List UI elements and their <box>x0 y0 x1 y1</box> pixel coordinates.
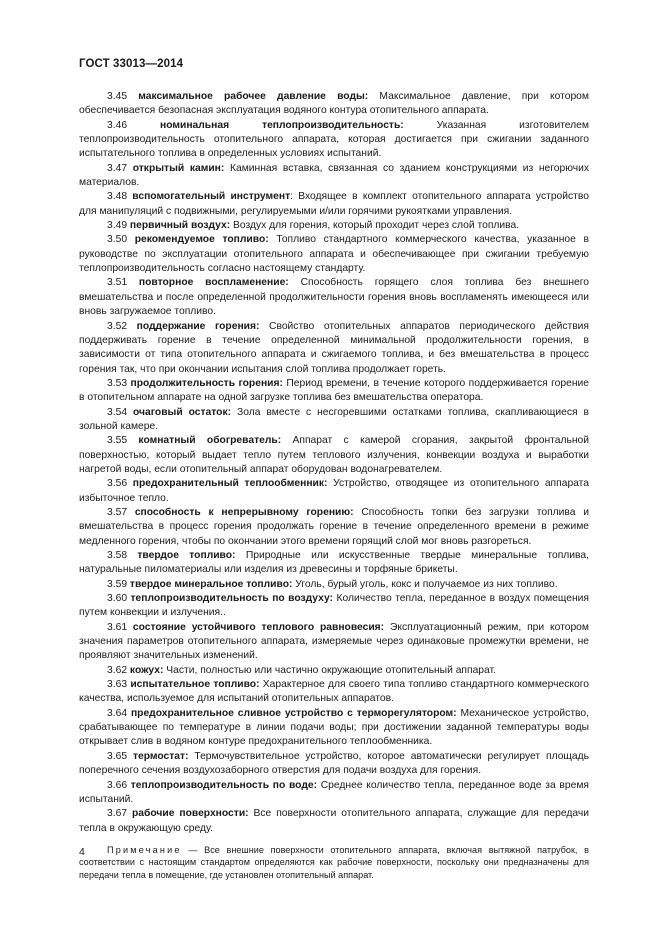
entry-definition: Способность горящего слоя топлива без внешнего вмешательства и после определенной продолжительности горения вновь воспламенять имеющееся или вновь загружаемое топливо. <box>79 277 589 318</box>
entry-number: 3.61 <box>107 621 128 633</box>
entry-definition: Способность топки без загрузки топлива и вмешательства в процесс горения продолжать горение в течение определенного времени в режиме медленного горения, чтобы по окончании этого времени горящий слой мог вновь разгореться. <box>79 506 589 547</box>
definition-entry <box>79 592 589 621</box>
entry-term: комнатный обогреватель: <box>138 435 282 447</box>
entry-definition: Указанная изготовителем теплопроизводительность отопительного аппарата, которая достигается при сжигании заданного испытательного топлива в определенных условиях испытаний. <box>79 119 589 160</box>
entry-number: 3.52 <box>107 320 128 332</box>
standard-header: ГОСТ 33013—2014 <box>79 58 184 70</box>
entry-number: 3.45 <box>107 91 128 102</box>
entry-term: теплопроизводительность по воздуху: <box>130 593 334 605</box>
entry-definition: : Входящее в комплект отопительного аппарата устройство для манипуляций с подвижными, регулируемыми и/или горячими рукоятками управления. <box>79 191 589 217</box>
document-body <box>79 90 589 882</box>
definition-entry <box>79 664 589 678</box>
entry-number: 3.54 <box>107 406 128 418</box>
definition-entry <box>79 707 589 750</box>
entry-number: 3.49 <box>107 220 128 232</box>
entry-number: 3.51 <box>107 277 128 289</box>
entry-term: твердое минеральное топливо: <box>129 578 293 590</box>
entry-number: 3.56 <box>107 478 128 490</box>
definition-entry <box>79 807 589 836</box>
entry-term: предохранительное сливное устройство с терморегулятором: <box>130 707 457 719</box>
definition-entry <box>79 549 589 578</box>
definition-entry <box>79 90 589 119</box>
definition-entry <box>79 276 589 319</box>
entry-number: 3.58 <box>107 550 128 561</box>
entry-definition: Максимальное давление, при котором обеспечивается безопасная эксплуатация водяного контура отопительного аппарата. <box>79 91 589 117</box>
entry-number: 3.53 <box>107 377 128 389</box>
entry-number: 3.48 <box>107 191 128 203</box>
entry-number: 3.60 <box>107 593 128 605</box>
entry-definition: Характерное для своего типа топливо стандартного коммерческого качества, используемое для испытаний отопительных аппаратов. <box>79 679 589 705</box>
entry-term: открытый камин: <box>132 162 225 174</box>
entry-term: кожух: <box>129 664 164 676</box>
entry-definition: Термочувствительное устройство, которое автоматически регулирует площадь поперечного сечения воздухозаборного отверстия для подачи воздуха для горения. <box>79 750 589 777</box>
definition-entry <box>79 621 589 664</box>
entry-term: теплопроизводительность по воде: <box>130 779 318 791</box>
definition-entry <box>79 477 589 506</box>
entry-number: 3.63 <box>107 679 128 691</box>
entry-term: испытательное топливо: <box>130 679 260 691</box>
entry-definition: Зола вместе с несгоревшими остатками топлива, скапливающиеся в зольной камере. <box>79 406 589 432</box>
entry-term: очаговый остаток: <box>133 406 232 418</box>
entry-number: 3.65 <box>107 750 128 762</box>
entry-number: 3.47 <box>107 162 128 174</box>
definition-entry <box>79 578 589 592</box>
entry-number: 3.50 <box>107 234 128 246</box>
entry-definition: Воздух для горения, который проходит через слой топлива. <box>230 220 520 232</box>
entry-term: предохранительный теплообменник: <box>132 478 328 490</box>
entry-number: 3.46 <box>107 119 128 131</box>
entry-definition: Среднее количество тепла, переданное воде за время испытаний. <box>79 779 589 805</box>
definition-entry <box>79 434 589 477</box>
entry-definition: Эксплуатационный режим, при котором значения параметров отопительного аппарата, измеряемые через одинаковые промежутки времени, не проявляют значительных изменений. <box>79 621 589 662</box>
note <box>79 844 589 882</box>
entry-term: продолжительность горения: <box>130 377 283 389</box>
entry-definition: Природные или искусственные твердые минеральные топлива, натуральные пиломатериалы или изделия из древесины и торфяные брикеты. <box>79 550 589 576</box>
definition-entry <box>79 190 589 219</box>
definition-entry <box>79 320 589 377</box>
entry-definition: Все поверхности отопительного аппарата, служащие для передачи тепла в окружающую среду. <box>79 808 589 834</box>
entry-definition: Механическое устройство, срабатывающее по температуре в линии подачи воды; при достижении заданной температуры воды открывает слив в водяном контуре предохранительного теплообменника. <box>79 707 589 748</box>
definition-entry <box>79 162 589 191</box>
entry-term: вспомогательный инструмент <box>132 191 291 203</box>
entry-number: 3.66 <box>107 779 128 791</box>
page-number: 4 <box>79 846 85 858</box>
entry-definition: Период времени, в течение которого поддерживается горение в отопительном аппарате на одной загрузке топлива без вмешательства оператора. <box>79 377 589 404</box>
entry-term: первичный воздух: <box>129 220 231 232</box>
entry-definition: Свойство отопительных аппаратов периодического действия поддерживать горение в течение определенной минимальной продолжительности горения, в зависимости от типа отопительного аппарата и сжигаемого топлива, и без вмешательства в процесс горения так, что при окончании испытания слой топлива продолжает гореть. <box>79 320 589 375</box>
entry-term: поддержание горения: <box>136 320 260 332</box>
entry-term: повторное воспламенение: <box>138 277 289 289</box>
entry-definition: Количество тепла, переданное в воздух помещения путем конвекции и излучения.. <box>79 593 589 619</box>
entry-number: 3.64 <box>107 707 128 719</box>
entry-term: рабочие поверхности: <box>131 808 249 820</box>
definition-entry <box>79 233 589 276</box>
entry-definition: Устройство, отводящее из отопительного аппарата избыточное тепло. <box>79 478 589 504</box>
entry-number: 3.59 <box>107 578 128 590</box>
entry-definition: Аппарат с камерой сгорания, закрытой фронтальной поверхностью, который выдает тепло путем теплового излучения, конвекции воздуха и выработки нагретой воды, если отопительный аппарат оборудован водонагревателем. <box>79 435 589 475</box>
definition-entry <box>79 119 589 162</box>
entry-definition: Уголь, бурый уголь, кокс и получаемое из них топливо. <box>292 578 558 590</box>
entry-definition: Каминная вставка, связанная со зданием конструкциями из негорючих материалов. <box>79 162 589 189</box>
definition-entry <box>79 779 589 808</box>
note-text: — Все внешние поверхности отопительного аппарата, включая вытяжной патрубок, в соответствии с настоящим стандартом определяются как рабочие поверхности, поскольку они предназначены для передачи тепла в помещение, где установлен отопительный аппарат. <box>79 844 589 881</box>
note-label: Примечание <box>107 844 182 855</box>
entry-number: 3.62 <box>107 664 128 676</box>
entry-term: термостат: <box>132 750 189 762</box>
entry-term: номинальная теплопроизводительность: <box>160 119 404 131</box>
entry-number: 3.55 <box>107 435 128 447</box>
entry-number: 3.67 <box>107 808 128 820</box>
entry-term: состояние устойчивого теплового равновесия: <box>132 621 385 633</box>
entry-definition: Части, полностью или частично окружающие отопительный аппарат. <box>163 664 496 676</box>
definition-entry <box>79 377 589 406</box>
definition-entry <box>79 219 589 233</box>
entry-term: твердое топливо: <box>137 550 236 561</box>
entry-term: способность к непрерывному горению: <box>134 506 354 518</box>
entry-number: 3.57 <box>107 506 128 518</box>
entry-term: максимальное рабочее давление воды: <box>138 91 369 102</box>
entry-definition: Топливо стандартного коммерческого качества, указанное в руководстве по эксплуатации отопительного аппарата и обеспечивающее при сжигании требуемую теплопроизводительность согласно настоящему стандарту. <box>79 234 590 275</box>
entry-term: рекомендуемое топливо: <box>134 234 269 246</box>
definition-entry <box>79 506 589 549</box>
definition-entry <box>79 678 589 707</box>
definition-entry <box>79 750 589 779</box>
definition-entry <box>79 406 589 435</box>
